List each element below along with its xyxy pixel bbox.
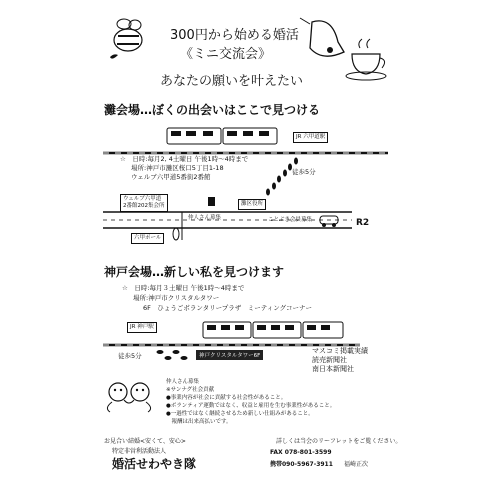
media-heading: マスコミ掲載実績 (312, 347, 368, 355)
recruit-note-item: ●事業内容が社会に貢献する社会性があること。 (166, 395, 287, 401)
train-icon-kobe (203, 322, 343, 338)
rokko-bowl-label: 六甲ポール (131, 233, 164, 244)
nada-heading: 灘会場…ぼくの出会いはここで見つける (104, 103, 321, 117)
footer-fax: FAX 078-801-3599 (270, 449, 332, 456)
kobe-tower-label: 神戸クリスタルタワー6F (196, 350, 263, 360)
bee-illustration (110, 19, 142, 59)
footer-org-name: 婚活せわやき隊 (112, 457, 197, 471)
header-subtitle: 《ミニ交流会》 (180, 47, 272, 62)
nada-date: ☆ 日時:毎月2, 4土曜日 午後1時～4時まで (120, 155, 249, 163)
nada-building-line2: 2番館202集会所 (123, 203, 165, 209)
nada-building-line1: ウェルブ六甲道 (123, 196, 162, 202)
recruit-note-item: ●一過性ではなく継続させるため新しい仕組みがあること。 (166, 411, 314, 417)
footer-person: 福崎正次 (344, 461, 369, 468)
footer-tagline: お見合い結婚<安くて、安心> (104, 438, 186, 445)
bell-illustration (300, 18, 344, 56)
footer-info: 詳しくは当会のリーフレットをご覧ください。 (276, 438, 402, 445)
footsteps-icon-kobe (157, 350, 188, 360)
post-box-icon (208, 197, 215, 206)
nada-place-line1: 場所:神戸市灘区桜口5丁目1-18 (131, 164, 224, 172)
header-title: 300円から始める婚活 (170, 28, 299, 43)
kobe-station-label: JR 神戸駅 (127, 322, 157, 333)
chicks-illustration (107, 383, 150, 412)
media-minaminihon: 南日本新聞社 (312, 365, 354, 373)
train-icon (167, 128, 277, 144)
bowling-pin-icon (173, 228, 179, 240)
kobe-place-line1: 場所:神戸市クリスタルタワー (133, 294, 220, 302)
kobe-heading: 神戸会場…新しい私を見つけます (104, 265, 285, 279)
car-icon (320, 216, 338, 227)
nada-building-box (120, 194, 168, 212)
recruit-notes-title: 仲人さん募集 (166, 379, 200, 385)
nada-place-line2: ウェルブ六甲道5番街2番館 (131, 173, 211, 181)
nada-kotobuki-label: ことぶき会員募集 (268, 217, 313, 223)
coffee-cup-illustration (346, 39, 386, 80)
route-r2-label: R2 (356, 218, 370, 228)
kobe-date: ☆ 日時:毎月３土曜日 午後1時～4時まで (122, 284, 245, 292)
nada-walk-label: 徒歩5分 (292, 168, 316, 176)
kobe-walk-label: 徒歩5分 (118, 352, 142, 360)
nada-ward-office-label: 灘区役所 (238, 199, 266, 210)
footer-mobile: 携帯090-5967-3911 (270, 461, 333, 468)
header-tagline: あなたの願いを叶えたい (160, 74, 304, 89)
nada-recruit-label: 仲人さん募集 (188, 215, 222, 221)
nada-station-label: JR 六甲道駅 (293, 132, 328, 143)
media-yomiuri: 読売新聞社 (312, 356, 347, 364)
recruit-note-item: 報酬は出来高払いです。 (166, 419, 232, 425)
recruit-note-item: ●ボランティア運動ではなく、収益と雇用を生む事業性があること。 (166, 403, 336, 409)
kobe-place-line2: 6F ひょうごボランタリープラザ ミーティングコーナー (143, 304, 313, 312)
recruit-notes-sub: ※サンナグ社会貢献 (166, 387, 215, 393)
footer-org-type: 特定非営利活動法人 (112, 448, 167, 455)
